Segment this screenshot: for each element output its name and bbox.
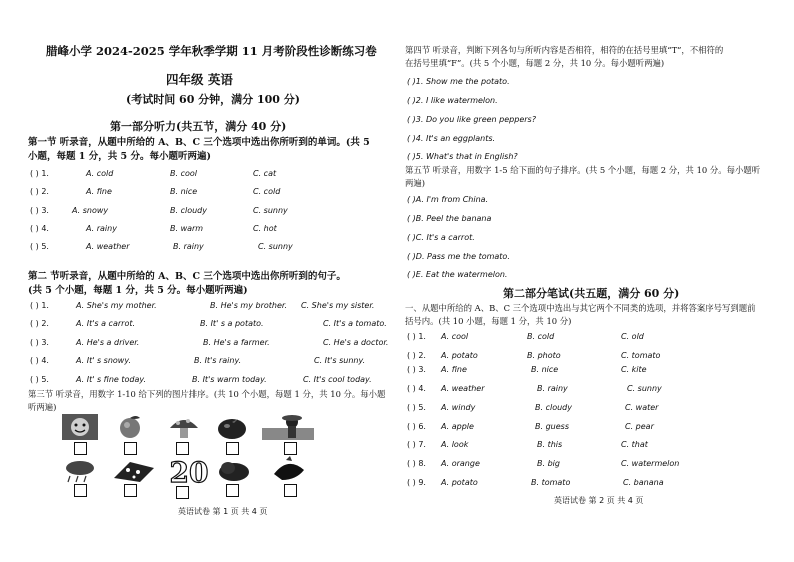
exam-info: (考试时间 60 分钟，满分 100 分)	[126, 93, 300, 106]
option-c: C. sunny	[258, 242, 293, 251]
option-a: A. cool	[441, 332, 469, 341]
answer-box[interactable]	[226, 442, 239, 455]
option-b: B. rainy	[537, 384, 568, 393]
question-number: ( ) 5.	[407, 403, 426, 412]
orange-picture	[112, 414, 148, 440]
option-a: A. fine	[441, 365, 467, 374]
option-c: C. pear	[625, 422, 654, 431]
answer-box[interactable]	[176, 442, 189, 455]
option-c: C. He's a doctor.	[323, 338, 389, 347]
question-number: ( ) 5.	[30, 242, 49, 251]
option-c: C. banana	[623, 478, 664, 487]
option-a: A. fine	[86, 187, 112, 196]
option-c: C. watermelon	[621, 459, 680, 468]
answer-box[interactable]	[176, 486, 189, 499]
option-c: C. tomato	[621, 351, 661, 360]
answer-box[interactable]	[74, 442, 87, 455]
option-a: A. look	[441, 440, 469, 449]
option-b: B. photo	[527, 351, 561, 360]
face-picture	[62, 414, 98, 440]
option-b: B. nice	[170, 187, 198, 196]
section2-instruction: 第二 节听录音，从题中所给的 A、B、C 三个选项中选出你所听到的句子。	[28, 271, 346, 282]
question-number: ( ) 3.	[30, 206, 49, 215]
list-item: ( )A. I'm from China.	[407, 195, 489, 204]
option-b: B. cloudy	[170, 206, 207, 215]
section1-instruction-cont: 小题，每题 1 分，共 5 分。每小题听两遍)	[28, 151, 211, 162]
option-b: B. It's warm today.	[192, 375, 267, 384]
question-number: ( ) 2.	[407, 351, 426, 360]
option-a: A. He's a driver.	[76, 338, 140, 347]
option-c: C. cold	[253, 187, 281, 196]
section2-instruction-cont: (共 5 个小题，每题 1 分，共 5 分。每小题听两遍)	[28, 285, 248, 296]
option-b: B. tomato	[531, 478, 571, 487]
cloud-picture	[216, 458, 252, 484]
answer-box[interactable]	[226, 484, 239, 497]
list-item: ( )C. It's a carrot.	[407, 233, 475, 242]
option-b: B. It's rainy.	[194, 356, 242, 365]
answer-box[interactable]	[284, 484, 297, 497]
option-a: A. It's a carrot.	[76, 319, 136, 328]
option-c: C. sunny	[253, 206, 288, 215]
option-b: B. this	[537, 440, 563, 449]
question-number: ( ) 5.	[30, 375, 49, 384]
option-c: C. hot	[253, 224, 277, 233]
question-number: ( ) 9.	[407, 478, 426, 487]
option-c: C. that	[621, 440, 648, 449]
list-item: ( )4. It's an eggplants.	[407, 134, 496, 143]
section1-instruction: 第一节 听录音，从题中所给的 A、B、C 三个选项中选出你所听到的单词。(共 5	[28, 137, 370, 148]
option-a: A. It' s fine today.	[76, 375, 147, 384]
option-b: B. cold	[527, 332, 555, 341]
option-a: A. potato	[441, 478, 478, 487]
list-item: ( )B. Peel the banana	[407, 214, 492, 223]
question-number: ( ) 1.	[30, 301, 49, 310]
farmer-picture	[262, 414, 314, 440]
snowy-picture	[112, 458, 156, 484]
rainy-picture	[62, 458, 98, 484]
option-c: C. She's my sister.	[301, 301, 375, 310]
question-number: ( ) 4.	[30, 224, 49, 233]
option-c: C. sunny	[627, 384, 662, 393]
option-b: B. He's my brother.	[210, 301, 287, 310]
written1-instruction: 一、从题中所给的 A、B、C 三个选项中选出与其它两个不同类的选项，并将答案序号写到题前	[405, 303, 756, 313]
question-number: ( ) 1.	[30, 169, 49, 178]
option-a: A. It' s snowy.	[76, 356, 131, 365]
written1-instruction-cont: 括号内。(共 10 小题，每题 1 分，共 10 分)	[405, 316, 572, 326]
list-item: ( )2. I like watermelon.	[407, 96, 498, 105]
answer-box[interactable]	[284, 442, 297, 455]
part1-title: 第一部分听力(共五节，满分 40 分)	[110, 120, 287, 133]
section5-instruction: 第五节 听录音，用数字 1-5 给下面的句子排序。(共 5 个小题，每题 2 分，共 10 分。每小题听	[405, 165, 761, 175]
option-c: C. It's a tomato.	[323, 319, 387, 328]
option-a: A. She's my mother.	[76, 301, 157, 310]
option-b: B. cloudy	[535, 403, 572, 412]
section4-instruction-cont: 在括号里填“F”。(共 5 个小题，每题 2 分，共 10 分。每小题听两遍)	[405, 58, 665, 68]
mushroom-picture	[166, 414, 202, 440]
question-number: ( ) 8.	[407, 459, 426, 468]
tomato-picture	[214, 414, 250, 440]
answer-box[interactable]	[124, 484, 137, 497]
option-c: C. cat	[253, 169, 277, 178]
list-item: ( )3. Do you like green peppers?	[407, 115, 536, 124]
option-a: A. orange	[441, 459, 480, 468]
question-number: ( ) 2.	[30, 319, 49, 328]
section4-instruction: 第四节 听录音，判断下列各句与所听内容是否相符，相符的在括号里填“T”，不相符的	[405, 45, 724, 55]
answer-box[interactable]	[74, 484, 87, 497]
option-a: A. rainy	[86, 224, 117, 233]
option-a: A. apple	[441, 422, 474, 431]
number-label: 20	[170, 456, 208, 486]
part2-title: 第二部分笔试(共五题，满分 60 分)	[503, 287, 680, 300]
question-number: ( ) 2.	[30, 187, 49, 196]
list-item: ( )5. What's that in English?	[407, 152, 518, 161]
option-a: A. weather	[86, 242, 130, 251]
question-number: ( ) 1.	[407, 332, 426, 341]
list-item: ( )E. Eat the watermelon.	[407, 270, 508, 279]
list-item: ( )1. Show me the potato.	[407, 77, 510, 86]
option-a: A. windy	[441, 403, 476, 412]
section3-instruction: 第三节 听录音，用数字 1-10 给下列的图片排序。(共 10 个小题，每题 1 分，共 10 分。每小题	[28, 389, 386, 399]
option-b: B. big	[537, 459, 560, 468]
option-c: C. It's cool today.	[303, 375, 372, 384]
page-footer: 英语试卷 第 1 页 共 4 页	[178, 507, 268, 516]
question-number: ( ) 7.	[407, 440, 426, 449]
option-b: B. rainy	[173, 242, 204, 251]
option-c: C. old	[621, 332, 644, 341]
option-b: B. cool	[170, 169, 197, 178]
option-a: A. weather	[441, 384, 485, 393]
exam-title: 腊峰小学 2024-2025 学年秋季学期 11 月考阶段性诊断练习卷	[46, 44, 377, 58]
option-a: A. snowy	[72, 206, 109, 215]
section5-instruction-cont: 两遍)	[405, 178, 426, 188]
section3-instruction-cont: 听两遍)	[28, 402, 57, 412]
question-number: ( ) 3.	[407, 365, 426, 374]
page-footer: 英语试卷 第 2 页 共 4 页	[554, 496, 644, 505]
option-c: C. It's sunny.	[314, 356, 366, 365]
exam-page-2	[397, 0, 794, 562]
option-b: B. warm	[170, 224, 204, 233]
option-b: B. nice	[531, 365, 559, 374]
option-b: B. It' s a potato.	[200, 319, 264, 328]
fruit-picture	[266, 456, 310, 482]
question-number: ( ) 4.	[407, 384, 426, 393]
list-item: ( )D. Pass me the tomato.	[407, 252, 510, 261]
option-c: C. kite	[621, 365, 647, 374]
number-picture	[170, 456, 208, 486]
question-number: ( ) 4.	[30, 356, 49, 365]
option-b: B. guess	[535, 422, 569, 431]
grade-subject: 四年级 英语	[166, 72, 233, 87]
question-number: ( ) 3.	[30, 338, 49, 347]
question-number: ( ) 6.	[407, 422, 426, 431]
option-b: B. He's a farmer.	[203, 338, 270, 347]
option-a: A. cold	[86, 169, 114, 178]
answer-box[interactable]	[124, 442, 137, 455]
option-a: A. potato	[441, 351, 478, 360]
option-c: C. water	[625, 403, 659, 412]
